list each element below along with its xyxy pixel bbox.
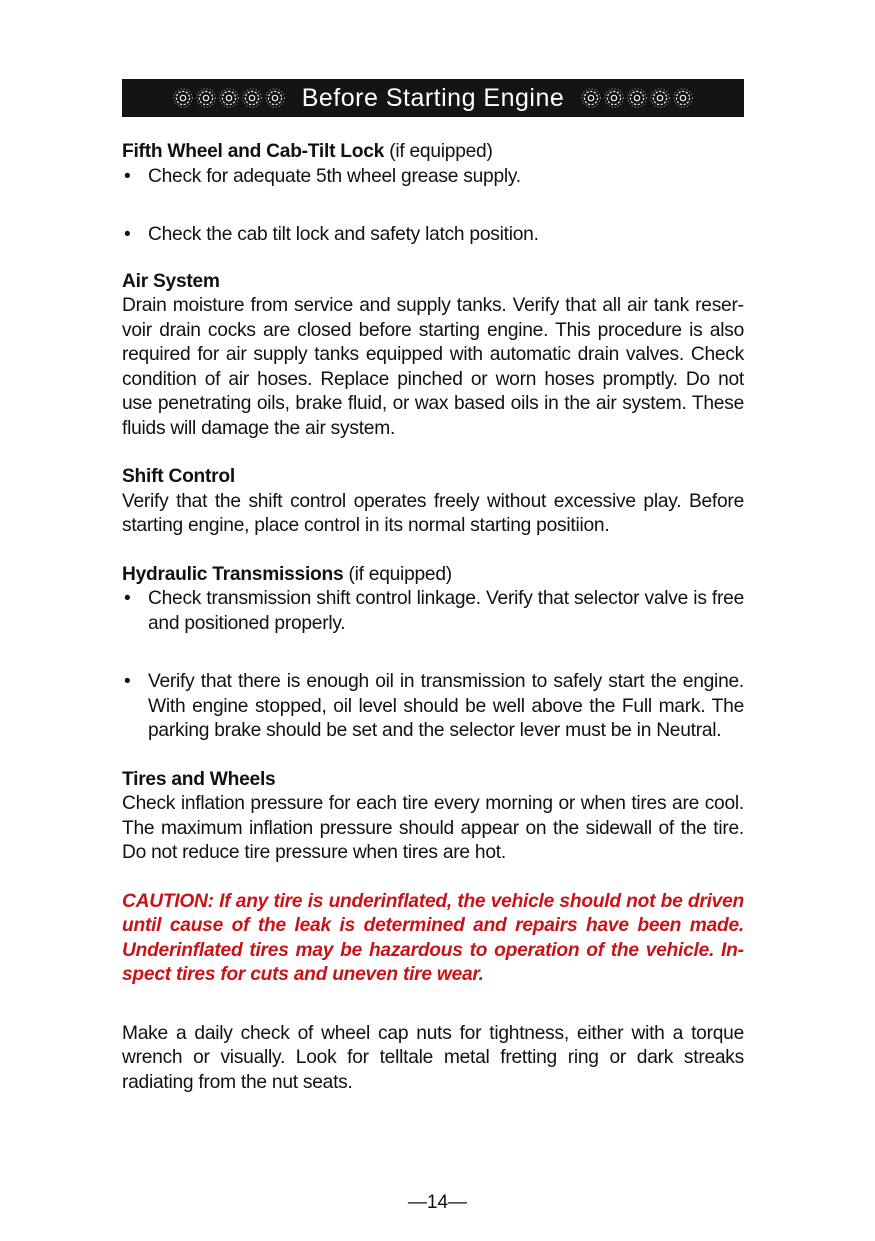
paragraph-air-system: Drain moisture from service and supply tanks. Verify that all air tank reservoir drain cocks are closed before starting engine. This procedure is also required for air supply tanks equipped with automatic drain valves. Check condition of air hoses. Replace pinched or worn hoses promptly. Do not use penetrating oils, brake fluid, or wax based oils in the air system. These fluids will damage the air system. <box>122 295 744 439</box>
gear-icon <box>649 87 671 109</box>
gear-icon <box>672 87 694 109</box>
gear-icon <box>218 87 240 109</box>
gear-icon <box>264 87 286 109</box>
section-heading-hydraulic <box>122 563 744 588</box>
section-heading-tires: Tires and Wheels <box>122 768 276 790</box>
page-number: —14— <box>407 1192 468 1213</box>
gear-icon <box>626 87 648 109</box>
list-item: • Check transmission shift control linkage. Verify that selector valve is free and positioned properly. <box>122 587 744 636</box>
gear-icon <box>241 87 263 109</box>
gear-icon <box>580 87 602 109</box>
heading-qualifier: (if equipped) <box>389 141 493 162</box>
gear-icon <box>195 87 217 109</box>
heading-text: Fifth Wheel and Cab-Tilt Lock <box>122 141 385 162</box>
list-item: • Verify that there is enough oil in transmission to safely start the engine. With engine stopped, oil level should be well above the Full mark. The parking brake should be set and the selector lever must be in Neutral. <box>122 670 744 744</box>
caution-note: CAUTION: If any tire is underinflated, the vehicle should not be driven until cause of the leak is determined and repairs have been made. Underinflated tires may be hazardous to operation of the vehicle. Inspect tires for cuts and uneven tire wear. <box>122 890 744 985</box>
heading-qualifier: (if equipped) <box>348 563 452 585</box>
paragraph-wheel-nuts: Make a daily check of wheel cap nuts for tightness, either with a torque wrench or visually. Look for telltale metal fretting ring or dark streaks radiating from the nut seats. <box>122 1022 744 1093</box>
section-heading-shift-control: Shift Control <box>122 466 235 487</box>
list-item: • Check for adequate 5th wheel grease supply. <box>122 165 744 190</box>
section-heading-air-system: Air System <box>122 270 220 292</box>
paragraph-tires: Check inflation pressure for each tire every morning or when tires are cool. The maximum inflation pressure should appear on the sidewall of the tire. Do not reduce tire pressure when tires are hot. <box>122 793 744 863</box>
gear-icon <box>172 87 194 109</box>
paragraph-shift-control: Verify that the shift control operates freely without excessive play. Before starting engine, place control in its normal starting positiion. <box>122 490 744 536</box>
document-body <box>122 140 744 1095</box>
gear-icon-group-right <box>580 87 694 109</box>
list-item: • Check the cab tilt lock and safety latch position. <box>122 223 744 248</box>
gear-icon <box>603 87 625 109</box>
section-heading-fifth-wheel <box>122 140 744 165</box>
heading-text: Hydraulic Transmissions <box>122 563 344 585</box>
page-title: Before Starting Engine <box>301 83 565 112</box>
section-banner <box>122 79 744 117</box>
gear-icon-group-left <box>172 87 286 109</box>
